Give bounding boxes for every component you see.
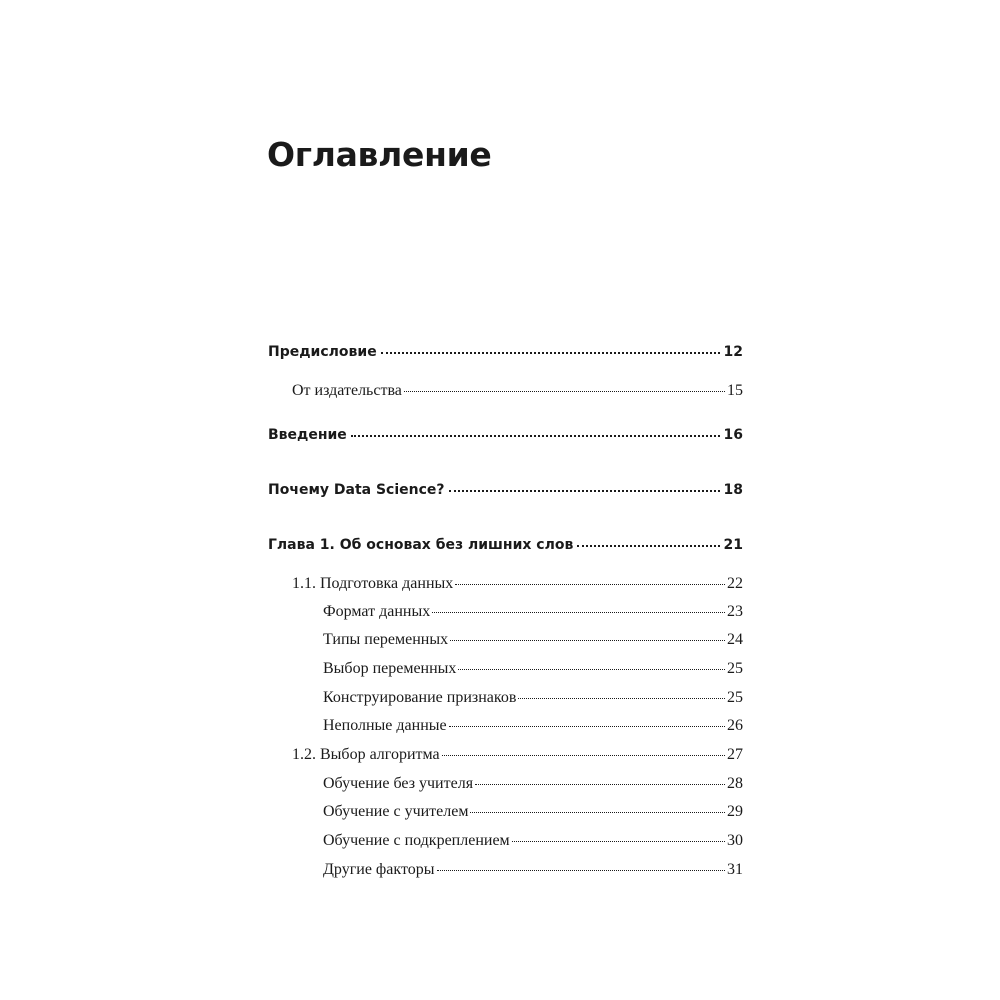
dot-leader (404, 391, 725, 392)
dot-leader (470, 812, 725, 813)
toc-entry-preface[interactable] (268, 344, 743, 360)
toc-entry-page: 25 (727, 660, 743, 677)
toc-entry-page: 27 (727, 746, 743, 763)
toc-entry-label: Предисловие (268, 344, 377, 360)
toc-entry-label: Обучение с подкреплением (323, 832, 510, 849)
toc-entry-from-publisher[interactable] (292, 382, 743, 400)
toc-entry-feature-engineering[interactable] (323, 689, 743, 707)
toc-entry-page: 12 (723, 344, 743, 360)
toc-entry-unsupervised-learning[interactable] (323, 775, 743, 793)
toc-entry-other-factors[interactable] (323, 861, 743, 879)
dot-leader (475, 784, 725, 785)
dot-leader (442, 755, 725, 756)
toc-entry-label: Выбор переменных (323, 660, 457, 677)
toc-entry-label: 1.1. Подготовка данных (292, 575, 454, 592)
toc-entry-variable-types[interactable] (323, 631, 743, 649)
toc-entry-introduction[interactable] (268, 427, 743, 443)
toc-entry-label: 1.2. Выбор алгоритма (292, 746, 440, 763)
dot-leader (381, 352, 720, 354)
toc-entry-page: 24 (727, 631, 743, 648)
toc-entry-label: Почему Data Science? (268, 482, 445, 498)
toc-entry-label: Другие факторы (323, 861, 435, 878)
toc-entry-page: 31 (727, 861, 743, 878)
toc-entry-page: 30 (727, 832, 743, 849)
dot-leader (449, 726, 725, 727)
toc-entry-page: 28 (727, 775, 743, 792)
toc-entry-label: Типы переменных (323, 631, 449, 648)
toc-entry-page: 29 (727, 803, 743, 820)
dot-leader (437, 870, 726, 871)
dot-leader (432, 612, 725, 613)
toc-entry-why-data-science[interactable] (268, 482, 743, 498)
dot-leader (450, 640, 725, 641)
toc-entry-missing-data[interactable] (323, 717, 743, 735)
toc-entry-variable-selection[interactable] (323, 660, 743, 678)
toc-entry-label: Введение (268, 427, 347, 443)
toc-entry-label: Неполные данные (323, 717, 447, 734)
toc-entry-supervised-learning[interactable] (323, 803, 743, 821)
toc-entry-label: Обучение без учителя (323, 775, 474, 792)
dot-leader (455, 584, 725, 585)
page-title: Оглавление (267, 135, 492, 174)
toc-entry-data-format[interactable] (323, 603, 743, 621)
toc-entry-page: 15 (727, 382, 743, 399)
toc-entry-page: 22 (727, 575, 743, 592)
dot-leader (449, 490, 720, 492)
toc-entry-label: Конструирование признаков (323, 689, 517, 706)
toc-entry-page: 23 (727, 603, 743, 620)
toc-entry-label: От издательства (292, 382, 402, 399)
dot-leader (577, 545, 719, 547)
toc-entry-section-1-2[interactable] (292, 746, 743, 764)
toc-entry-page: 26 (727, 717, 743, 734)
toc-entry-reinforcement-learning[interactable] (323, 832, 743, 850)
toc-entry-page: 25 (727, 689, 743, 706)
toc-entry-page: 21 (723, 537, 743, 553)
dot-leader (458, 669, 725, 670)
toc-entry-chapter-1[interactable] (268, 537, 743, 553)
toc-entry-label: Формат данных (323, 603, 431, 620)
toc-entry-page: 16 (723, 427, 743, 443)
dot-leader (512, 841, 725, 842)
toc-entry-section-1-1[interactable] (292, 575, 743, 593)
dot-leader (351, 435, 720, 437)
toc-entry-page: 18 (723, 482, 743, 498)
toc-entry-label: Обучение с учителем (323, 803, 469, 820)
dot-leader (518, 698, 725, 699)
toc-entry-label: Глава 1. Об основах без лишних слов (268, 537, 574, 553)
